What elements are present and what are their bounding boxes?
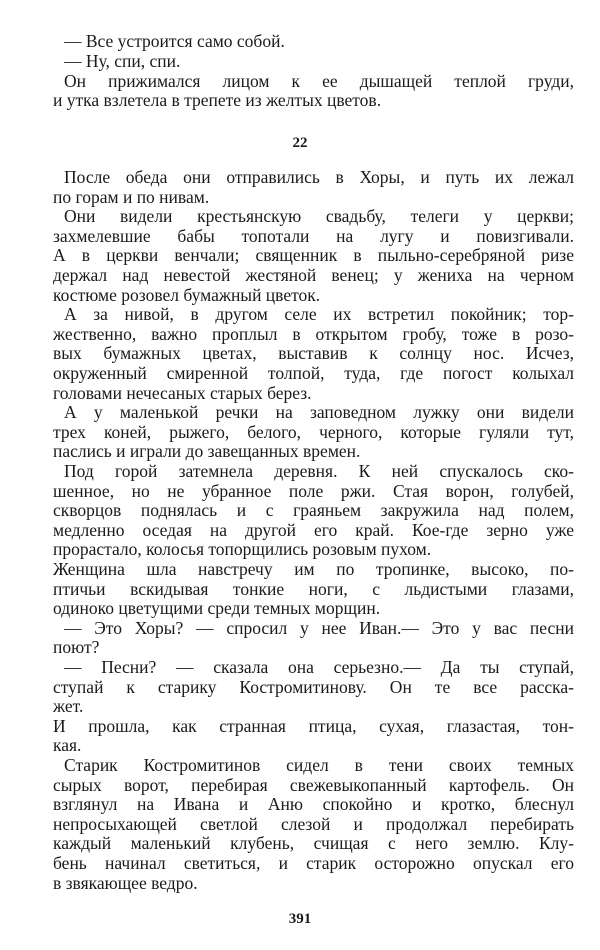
page-number: 391 [288,911,312,927]
text-line: Старик Костромитинов сидел в тени своих темных [64,755,574,775]
text-line: каждый маленький клубень, счищая с него землю. Клу- [53,833,574,854]
text-line: взглянул на Ивана и Аню спокойно и кротко, блеснул [53,794,574,815]
text-line: А за нивой, в другом селе их встретил покойник; тор- [64,304,574,325]
text-line: держал над невестой жестяной венец; у жениха на черном [53,265,574,285]
text-line: Он прижимался лицом к ее дышащей теплой груди, [64,70,574,91]
text-line: А в церкви венчали; священник в пыльно-серебряной ризе [53,245,574,266]
text-line: бень начинал светиться, и старик осторожно опускал его [53,853,574,873]
text-line: Женщина шла навстречу им по тропинке, высоко, по- [53,559,574,579]
text-line: И прошла, как странная птица, сухая, глазастая, тон- [53,715,574,736]
text-line: вых бумажных цветах, выставив к солнцу нос. Исчез, [53,343,574,364]
text-line: захмелевшие бабы топотали на лугу и повизгивали. [53,225,574,246]
text-line: А у маленькой речки на заповедном лужку они видели [64,402,574,423]
text-line: Они видели крестьянскую свадьбу, телеги у церкви; [64,206,574,227]
text-line: шенное, но не убранное поле ржи. Стая ворон, голубей, [53,480,574,501]
text-line: птичьи вскидывая тонкие ноги, с льдистыми глазами, [53,578,574,599]
text-line: ступай к старику Костромитинову. Он те все расска- [53,676,574,697]
text-line: трех коней, рыжего, белого, черного, которые гуляли тут, [53,421,574,442]
text-line: скворцов поднялась и с граяньем закружила над полем, [53,500,574,521]
text-line: медленно оседая на другой его край. Кое-где зерно уже [53,519,574,540]
text-line: жественно, важно проплыл в открытом гробу, тоже в розо- [53,323,574,344]
text-line: — Это Хоры? — спросил у нее Иван.— Это у вас песни [64,617,574,638]
text-line: в звякающее ведро. [53,872,198,893]
text-line: по горам и по нивам. [53,186,210,207]
text-line: одиноко цветущими среди темных морщин. [53,598,381,619]
text-line: — Ну, спи, спи. [64,50,181,71]
text-line: Под горой затемнела деревня. К ней спускалось ско- [64,461,574,481]
chapter-number: 22 [292,135,308,151]
text-line: непросыхающей светлой слезой и продолжал перебирать [53,813,574,834]
text-line: После обеда они отправились в Хоры, и путь их лежал [64,167,574,187]
text-line: — Все устроится само собой. [64,31,285,51]
text-line: сырых ворот, перебирая свежевыкопанный картофель. Он [53,774,574,795]
text-line: прорастало, колосья топорщились розовым пухом. [53,539,432,560]
text-line: и утка взлетела в трепете из желтых цветов. [53,90,382,111]
text-line: паслись и играли до завещанных времен. [53,441,361,462]
text-line: кая. [53,735,82,756]
text-line: окруженный смиренной толпой, туда, где погост колыхал [53,363,574,383]
text-line: головами нечесаных старых берез. [53,382,312,403]
text-line: жет. [53,696,84,717]
text-line: — Песни? — сказала она серьезно.— Да ты ступай, [64,657,574,677]
text-line: костюме розовел бумажный цветок. [53,284,321,305]
text-line: поют? [53,637,100,658]
